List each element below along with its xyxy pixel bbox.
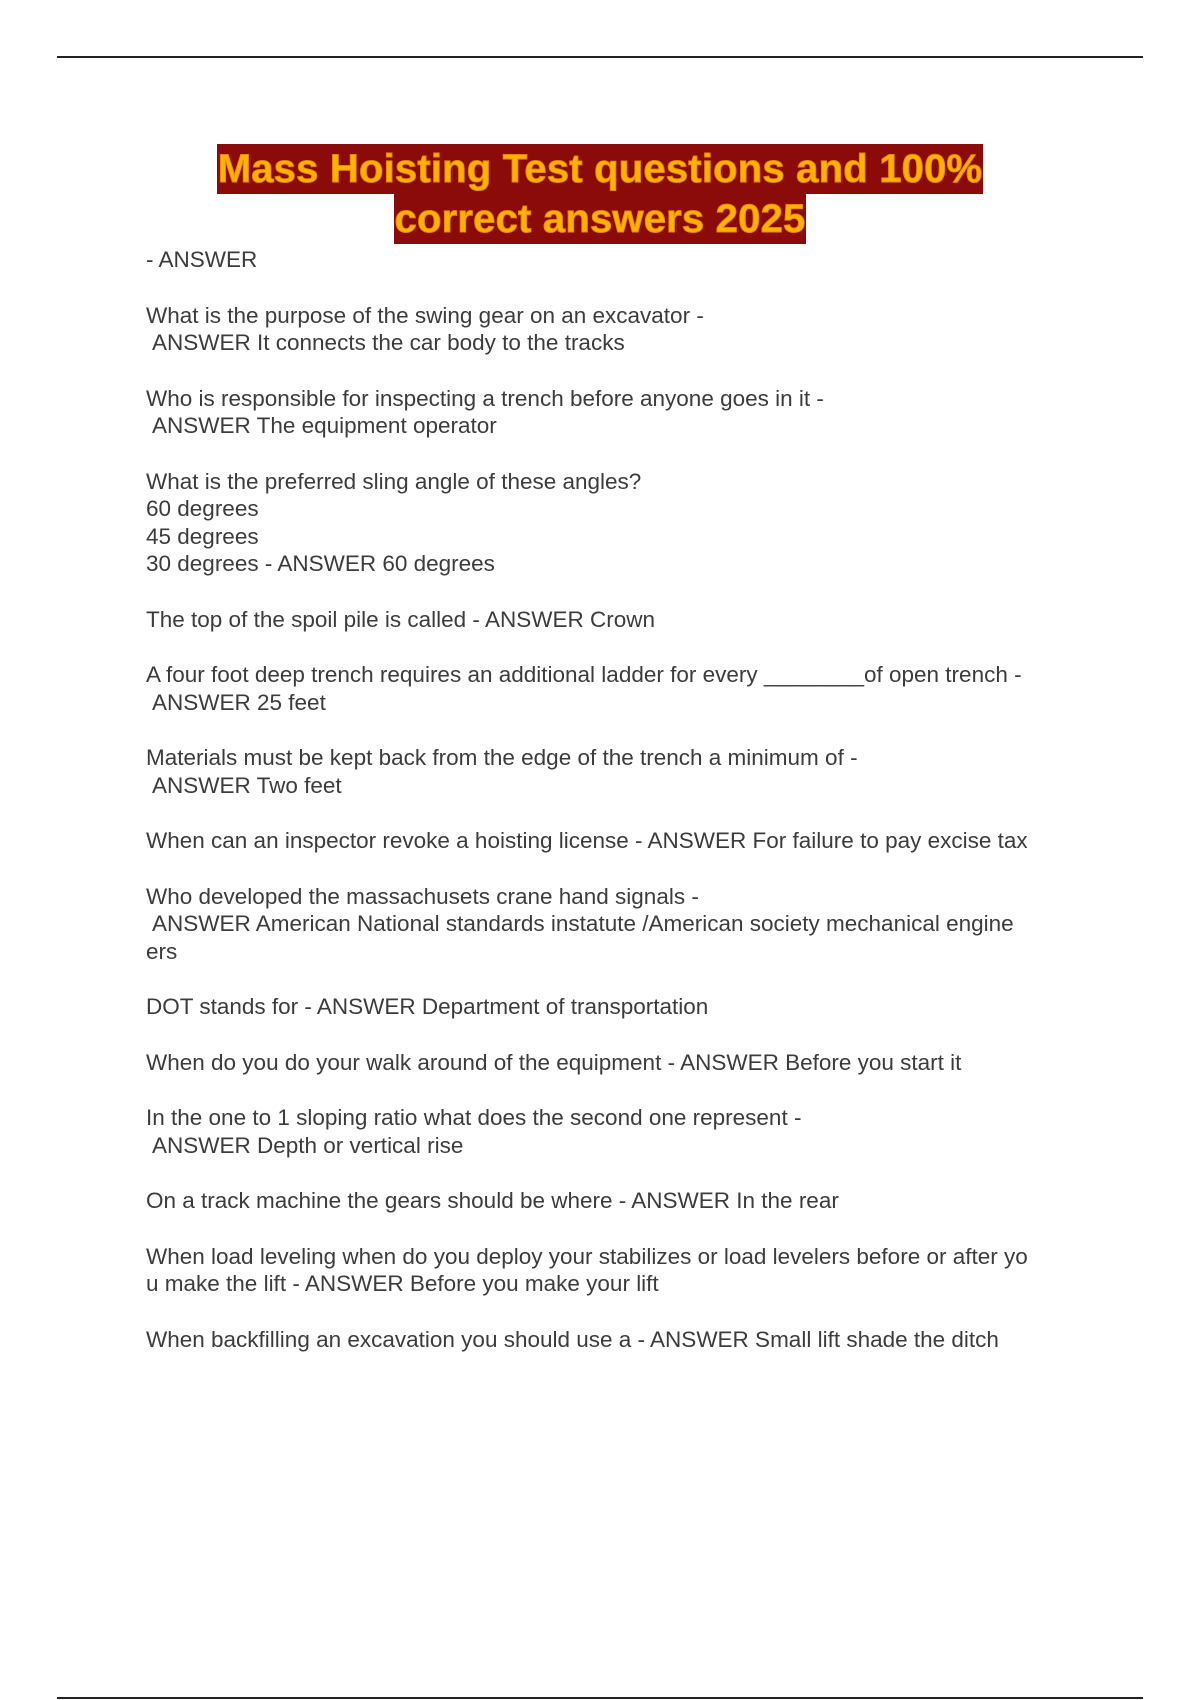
answer-text: ANSWER It connects the car body to the tracks [152,330,625,355]
qa-item [146,1104,1106,1159]
qa-list [146,246,1106,1381]
option-text: 45 degrees [146,523,259,549]
question-text: Who developed the massachusets crane hand signals - [146,883,699,909]
qa-item [146,827,1106,855]
title-line-1: Mass Hoisting Test questions and 100% [217,144,984,194]
qa-item [146,385,1106,440]
qa-item [146,302,1106,357]
document-title [0,144,1200,244]
qa-item [146,606,1106,634]
qa-item [146,883,1106,966]
qa-line: The top of the spoil pile is called - ANSWER Crown [146,606,655,632]
answer-text: ANSWER Two feet [152,772,342,798]
qa-item [146,1049,1106,1077]
qa-item [146,744,1106,799]
question-text: When load leveling when do you deploy your stabilizes or load levelers before or after yo [146,1243,1028,1269]
qa-item [146,1243,1106,1298]
qa-line: When can an inspector revoke a hoisting license - ANSWER For failure to pay excise tax [146,828,1028,853]
question-text: A four foot deep trench requires an additional ladder for every ________of open trench - [146,662,1022,687]
qa-line: DOT stands for - ANSWER Department of transportation [146,994,709,1019]
qa-line: - ANSWER [146,247,258,272]
qa-item [146,468,1106,578]
answer-text: ANSWER American National standards instatute /American society mechanical engine [152,911,1014,936]
qa-line: On a track machine the gears should be where - ANSWER In the rear [146,1188,839,1213]
qa-line: When backfilling an excavation you should use a - ANSWER Small lift shade the ditch [146,1326,999,1352]
question-text: What is the purpose of the swing gear on an excavator - [146,302,704,328]
answer-continuation: ers [146,938,178,964]
answer-text: ANSWER Depth or vertical rise [152,1132,464,1158]
answer-text: ANSWER 25 feet [152,689,326,715]
qa-item [146,1326,1106,1354]
qa-item [146,1187,1106,1215]
question-continuation: u make the lift - ANSWER Before you make your lift [146,1271,659,1296]
top-rule [57,56,1143,58]
qa-item [146,661,1106,716]
question-text: In the one to 1 sloping ratio what does the second one represent - [146,1105,802,1130]
bottom-rule [57,1697,1143,1699]
option-answer-text: 30 degrees - ANSWER 60 degrees [146,551,495,576]
question-text: Materials must be kept back from the edge of the trench a minimum of - [146,745,858,770]
qa-line: When do you do your walk around of the equipment - ANSWER Before you start it [146,1049,962,1075]
question-text: Who is responsible for inspecting a trench before anyone goes in it - [146,385,824,411]
title-line-2: correct answers 2025 [394,194,807,244]
qa-item [146,246,1106,274]
option-text: 60 degrees [146,496,259,521]
qa-item [146,993,1106,1021]
answer-text: ANSWER The equipment operator [152,413,497,438]
question-text: What is the preferred sling angle of these angles? [146,468,642,494]
